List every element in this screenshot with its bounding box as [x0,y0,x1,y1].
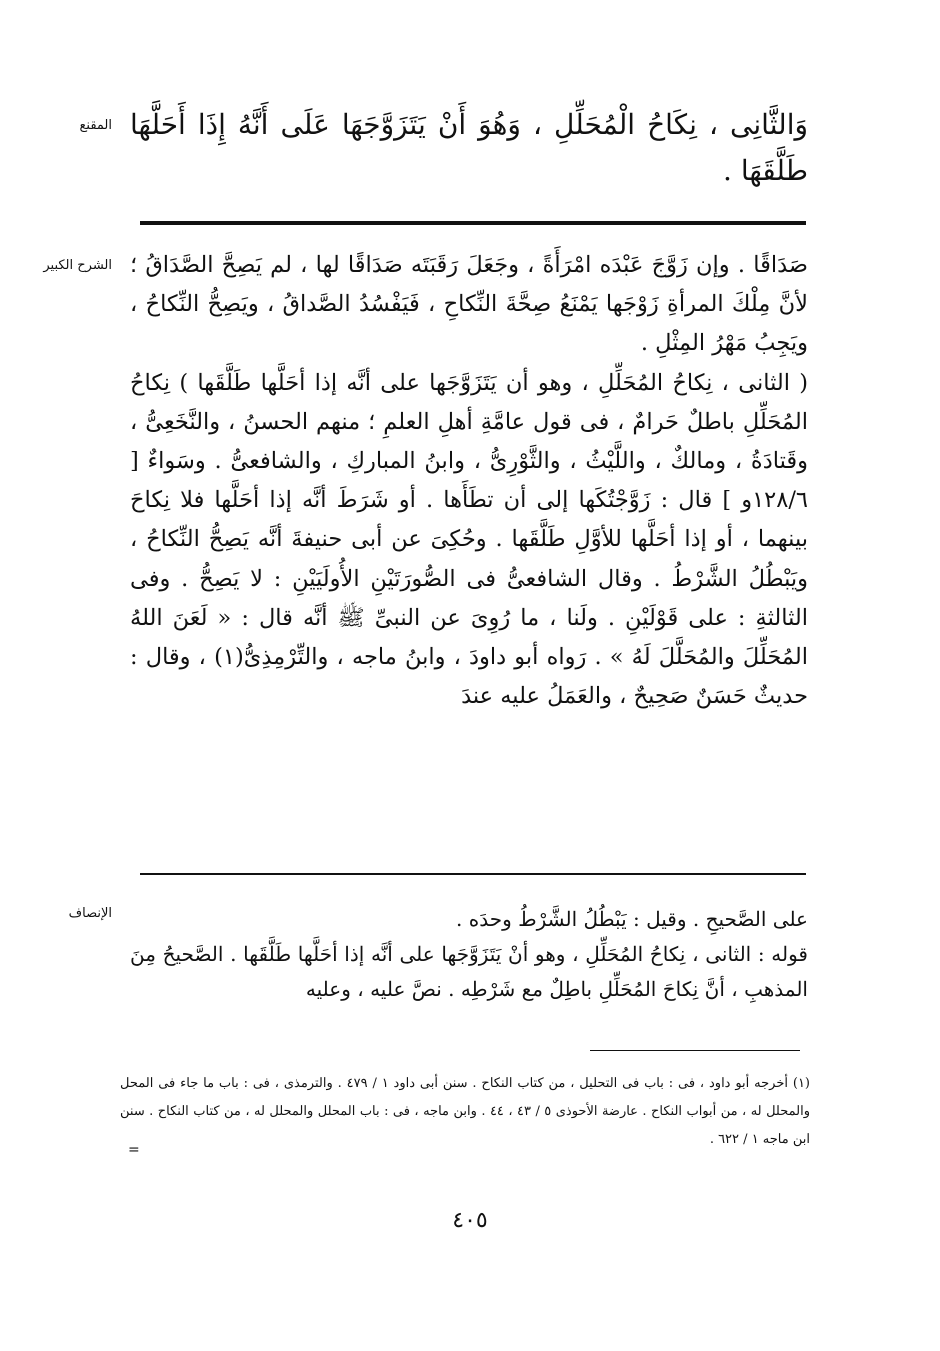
continuation-mark: = [128,1142,140,1158]
thick-divider [140,221,806,225]
sharh-paragraph: ( الثانى ، نِكاحُ المُحَلِّلِ ، وهو أن يَتَزَوَّجَها على أنَّه إذا أحَلَّها طَلَّقَها ) نِكاحُ المُحَلِّلِ باطلٌ حَرامٌ ، فى قول عامَّةِ أهلِ العلمِ ؛ منهم الحسنُ ، والنَّخَعِىُّ ، وقَتادَةُ ، ومالكٌ ، واللَّيْثُ ، والثَّوْرِىُّ ، وابنُ المباركِ ، والشافعىُّ . وسَواءٌ [ ١٢٨/٦و ] قال : زَوَّجْتُكَها إلى أن تطَأَها . أو شَرَطَ أنَّه إذا أحَلَّها فلا نِكاحَ بينهما ، أو إذا أحَلَّها للأوَّلِ طَلَّقَها . وحُكِىَ عن أبى حنيفةَ أنَّه يَصِحُّ النِّكاحُ ، ويَبْطُلُ الشَّرْطُ . وقال الشافعىُّ فى الصُّورَتَيْنِ الأُولَيَيْنِ : لا يَصِحُّ . وفى الثالثةِ : على قَوْلَيْنِ . ولَنا ، ما رُوِىَ عن النبىِّ ﷺ أنَّه قال : « لَعَنَ اللهُ المُحَلِّلَ والمُحَلَّلَ لَهُ » . رَواه أبو داودَ ، وابنُ ماجه ، والتِّرْمِذِىُّ(١) ، وقال : حديثٌ حَسَنٌ صَحِيحٌ ، والعَمَلُ عليه عندَ [130,369,809,710]
sharh-section [130,246,808,716]
label-muqni: المقنع [79,118,112,133]
footnote-divider [590,1050,800,1051]
sharh-paragraph: صَدَاقًا . وإن زَوَّجَ عَبْدَه امْرَأَةً ، وجَعَلَ رَقَبَتَه صَدَاقًا لها ، لم يَصِحَّ الصَّدَاقُ ؛ لأنَّ مِلْكَ المرأةِ زَوْجَها يَمْنَعُ صِحَّةَ النِّكاحِ ، فَيَفْسُدُ الصَّداقُ ، ويَصِحُّ النِّكاحُ ، ويَجِبُ مَهْرُ المِثْلِ . [130,252,808,357]
insaf-section [130,902,808,1007]
muqni-text: وَالثَّانِى ، نِكَاحُ الْمُحَلِّلِ ، وَهُوَ أَنْ يَتَزَوَّجَهَا عَلَى أَنَّهُ إِذَا أَحَلَّهَا طَلَّقَهَا . [130,108,808,187]
thin-divider [140,873,806,875]
muqni-section [130,102,808,194]
page-number: ٤٠٥ [452,1208,488,1233]
label-insaf: الإنصاف [68,906,112,921]
label-sharh: الشرح الكبير [43,258,112,273]
footnote: (١) أخرجه أبو داود ، فى : باب فى التحليل ، من كتاب النكاح . سنن أبى داود ١ / ٤٧٩ . والترمذى ، فى : باب ما جاء فى المحل والمحلل له ، من أبواب النكاح . عارضة الأحوذى ٥ / ٤٣ ، ٤٤ . وابن ماجه ، فى : باب المحلل والمحلل له ، من كتاب النكاح . سنن ابن ماجه ١ / ٦٢٢ . [120,1076,810,1147]
insaf-paragraph: قوله : الثانى ، نِكاحُ المُحَلِّلِ ، وهو أنْ يَتَزَوَّجَها على أنَّه إذا أحَلَّها طَلَّقَها . الصَّحيحُ مِنَ المذهبِ ، أنَّ نِكاحَ المُحَلِّلِ باطِلٌ مع شَرْطِه . نصَّ عليه ، وعليه [130,942,808,1001]
insaf-line: على الصَّحيحِ . وقيل : يَبْطُلُ الشَّرْطُ وحدَه . [456,907,808,931]
